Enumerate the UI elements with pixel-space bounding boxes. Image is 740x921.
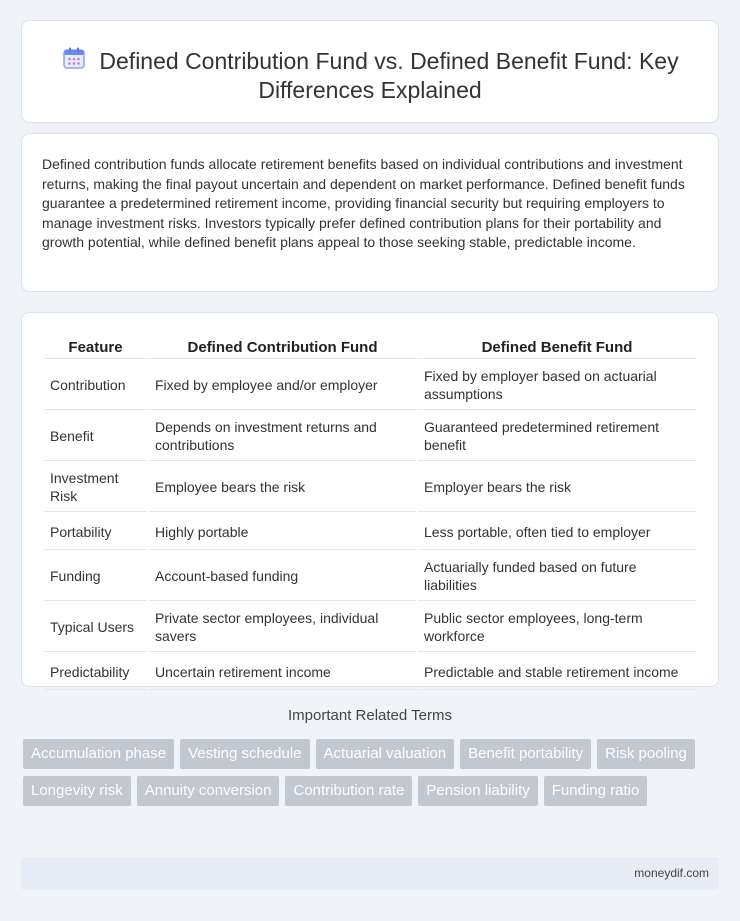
table-row (44, 514, 696, 550)
header-feature: Feature (44, 335, 147, 359)
comparison-table (42, 333, 698, 692)
dc-cell: Private sector employees, individual savers (149, 603, 416, 652)
db-cell: Predictable and stable retirement income (418, 654, 696, 690)
related-terms-title: Important Related Terms (288, 707, 452, 724)
header-defined-benefit: Defined Benefit Fund (418, 335, 696, 359)
table-row (44, 361, 696, 410)
summary-text: Defined contribution funds allocate retirement benefits based on individual contributions and investment returns, making the final payout uncertain and dependent on market performance. Defined benefit funds guarantee a predetermined retirement income, providing financial security but requiring employers to manage investment risks. Investors typically prefer defined contribution plans for their portability and growth potential, while defined benefit plans appeal to those seeking stable, predictable income. (42, 156, 685, 250)
title-wrap (22, 45, 718, 105)
footer-site-link[interactable]: moneydif.com (634, 866, 709, 880)
feature-cell: Contribution (44, 361, 147, 410)
db-cell: Guaranteed predetermined retirement benefit (418, 412, 696, 461)
calendar-icon (61, 45, 87, 71)
db-cell: Fixed by employer based on actuarial assumptions (418, 361, 696, 410)
db-cell: Employer bears the risk (418, 463, 696, 512)
footer (21, 857, 719, 890)
db-cell: Less portable, often tied to employer (418, 514, 696, 550)
summary-card (21, 133, 719, 292)
db-cell: Actuarially funded based on future liabilities (418, 552, 696, 601)
feature-cell: Predictability (44, 654, 147, 690)
related-term-tag[interactable]: Vesting schedule (180, 739, 309, 769)
related-term-tag[interactable]: Actuarial valuation (316, 739, 455, 769)
dc-cell: Depends on investment returns and contributions (149, 412, 416, 461)
feature-cell: Funding (44, 552, 147, 601)
db-cell: Public sector employees, long-term workforce (418, 603, 696, 652)
table-row (44, 463, 696, 512)
comparison-table-card (21, 312, 719, 687)
related-term-tag[interactable]: Longevity risk (23, 776, 131, 806)
related-term-tag[interactable]: Accumulation phase (23, 739, 174, 769)
related-term-tag[interactable]: Benefit portability (460, 739, 591, 769)
page-title: Defined Contribution Fund vs. Defined Benefit Fund: Key Differences Explained (99, 48, 679, 103)
related-term-tag[interactable]: Funding ratio (544, 776, 648, 806)
feature-cell: Typical Users (44, 603, 147, 652)
feature-cell: Benefit (44, 412, 147, 461)
table-row (44, 552, 696, 601)
header-defined-contribution: Defined Contribution Fund (149, 335, 416, 359)
related-term-tag[interactable]: Contribution rate (285, 776, 412, 806)
related-term-tag[interactable]: Risk pooling (597, 739, 695, 769)
related-terms-list (23, 739, 723, 806)
dc-cell: Employee bears the risk (149, 463, 416, 512)
dc-cell: Uncertain retirement income (149, 654, 416, 690)
table-header-row (44, 335, 696, 359)
header-card (21, 20, 719, 123)
dc-cell: Account-based funding (149, 552, 416, 601)
table-row (44, 654, 696, 690)
related-term-tag[interactable]: Pension liability (418, 776, 537, 806)
feature-cell: Portability (44, 514, 147, 550)
table-row (44, 603, 696, 652)
dc-cell: Fixed by employee and/or employer (149, 361, 416, 410)
feature-cell: Investment Risk (44, 463, 147, 512)
dc-cell: Highly portable (149, 514, 416, 550)
table-row (44, 412, 696, 461)
related-term-tag[interactable]: Annuity conversion (137, 776, 280, 806)
